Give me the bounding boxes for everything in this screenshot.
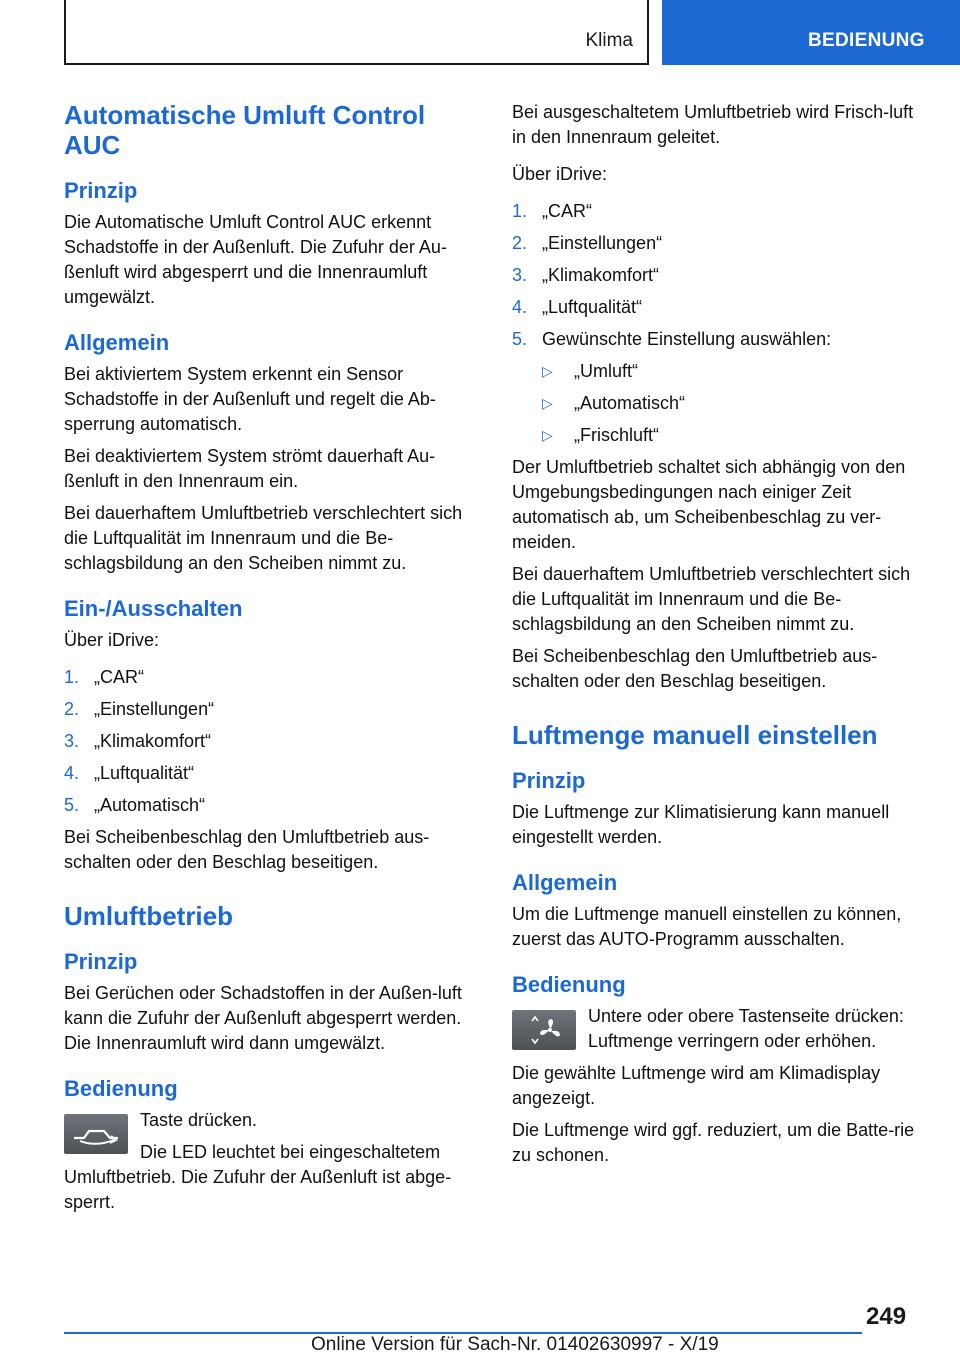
steps-list-auc xyxy=(64,665,479,818)
header-section-title: Klima xyxy=(585,30,633,51)
footer-online-version: Online Version für Sach-Nr. 01402630997 - X/19 xyxy=(311,1334,719,1355)
list-item xyxy=(542,359,928,384)
step-text: „Luftqualität“ xyxy=(94,763,195,783)
list-item xyxy=(64,697,479,722)
step-number: 1. xyxy=(512,201,528,221)
paragraph-frischluft: Bei ausgeschaltetem Umluftbetrieb wird Frisch-luft in den Innenraum geleitet. xyxy=(512,102,914,147)
left-column xyxy=(64,100,479,1222)
list-item xyxy=(512,231,928,256)
paragraph-allgemein-luftmenge: Um die Luftmenge manuell einstellen zu können, zuerst das AUTO-Programm ausschalten. xyxy=(512,904,902,949)
list-item xyxy=(512,199,928,224)
step-text: „Einstellungen“ xyxy=(94,699,215,719)
heading-luftmenge: Luftmenge manuell einstellen xyxy=(512,720,878,750)
heading-allgemein-auc: Allgemein xyxy=(64,330,170,355)
paragraph-allgemein-3: Bei dauerhaftem Umluftbetrieb verschlechtert sich die Luftqualität im Innenraum und die Be-schlagsbildung an den Scheiben nimmt zu. xyxy=(64,503,463,573)
right-column xyxy=(512,100,928,1175)
step-number: 1. xyxy=(64,667,80,687)
page-number: 249 xyxy=(866,1303,907,1330)
heading-auc: Automatische Umluft Control AUC xyxy=(64,100,426,160)
step-number: 5. xyxy=(64,795,80,815)
paragraph-ueber-idrive-right: Über iDrive: xyxy=(512,164,608,184)
step-number: 3. xyxy=(512,265,528,285)
paragraph-scheibenbeschlag-right: Bei Scheibenbeschlag den Umluftbetrieb aus-schalten oder den Beschlag beseitigen. xyxy=(512,646,878,691)
heading-prinzip-auc: Prinzip xyxy=(64,178,138,203)
paragraph-allgemein-1: Bei aktiviertem System erkennt ein Sensor Schadstoffe in der Außenluft und regelt die Ab-sperrung automatisch. xyxy=(64,364,436,434)
step-number: 2. xyxy=(64,699,80,719)
paragraph-umluft-schaltet: Der Umluftbetrieb schaltet sich abhängig von den Umgebungsbedingungen nach einiger Zeit automatisch ab, um Scheibenbeschlag zu ver-meiden. xyxy=(512,457,906,552)
step-text: Gewünschte Einstellung auswählen: xyxy=(542,329,832,349)
step-number: 3. xyxy=(64,731,80,751)
option-text: „Automatisch“ xyxy=(574,393,686,413)
paragraph-batterie: Die Luftmenge wird ggf. reduziert, um die Batte-rie zu schonen. xyxy=(512,1120,915,1165)
step-number: 5. xyxy=(512,329,528,349)
paragraph-scheibenbeschlag: Bei Scheibenbeschlag den Umluftbetrieb aus-schalten oder den Beschlag beseitigen. xyxy=(64,827,430,872)
paragraph-led-leuchtet: Die LED leuchtet bei eingeschaltetem Umluftbetrieb. Die Zufuhr der Außenluft ist abge-sperrt. xyxy=(64,1142,452,1212)
fan-speed-icon xyxy=(512,1010,576,1050)
car-recirculation-icon xyxy=(64,1114,128,1154)
option-list xyxy=(542,359,928,448)
steps-list-umluft xyxy=(512,199,928,448)
list-item xyxy=(542,423,928,448)
header-section-box xyxy=(64,0,649,65)
triangle-bullet-icon: ▷ xyxy=(542,427,553,443)
step-text: „Luftqualität“ xyxy=(542,297,643,317)
list-item xyxy=(64,793,479,818)
header-chapter-title: BEDIENUNG xyxy=(808,30,925,51)
triangle-bullet-icon: ▷ xyxy=(542,395,553,411)
header-chapter-box xyxy=(662,0,960,65)
step-text: „Klimakomfort“ xyxy=(542,265,660,285)
step-text: „CAR“ xyxy=(94,667,144,687)
paragraph-dauerhaft-umluft: Bei dauerhaftem Umluftbetrieb verschlechtert sich die Luftqualität im Innenraum und die Be-schlagsbildung an den Scheiben nimmt zu. xyxy=(512,564,911,634)
bedienung-luftmenge-block xyxy=(512,1004,928,1061)
bedienung-umluft-block xyxy=(64,1108,479,1215)
heading-umluftbetrieb: Umluftbetrieb xyxy=(64,901,233,931)
heading-ein-ausschalten: Ein-/Ausschalten xyxy=(64,596,243,621)
paragraph-prinzip-auc: Die Automatische Umluft Control AUC erkennt Schadstoffe in der Außenluft. Die Zufuhr der Au-ßenluft wird abgesperrt und die Innenraumluft umgewälzt. xyxy=(64,212,447,307)
step-text: „CAR“ xyxy=(542,201,592,221)
heading-bedienung-luftmenge: Bedienung xyxy=(512,972,626,997)
list-item xyxy=(64,729,479,754)
heading-bedienung-umluft: Bedienung xyxy=(64,1076,178,1101)
step-number: 4. xyxy=(64,763,80,783)
step-number: 2. xyxy=(512,233,528,253)
list-item xyxy=(64,761,479,786)
paragraph-tastenseite: Untere oder obere Tastenseite drücken: Luftmenge verringern oder erhöhen. xyxy=(588,1006,904,1051)
triangle-bullet-icon: ▷ xyxy=(542,363,553,379)
option-text: „Umluft“ xyxy=(574,361,638,381)
list-item xyxy=(512,327,928,448)
step-number: 4. xyxy=(512,297,528,317)
paragraph-ueber-idrive: Über iDrive: xyxy=(64,630,160,650)
list-item xyxy=(64,665,479,690)
paragraph-prinzip-umluft: Bei Gerüchen oder Schadstoffen in der Außen-luft kann die Zufuhr der Außenluft abgesperrt werden. Die Innenraumluft wird dann umgewälzt. xyxy=(64,983,462,1053)
heading-prinzip-umluft: Prinzip xyxy=(64,949,138,974)
heading-allgemein-luftmenge: Allgemein xyxy=(512,870,618,895)
list-item xyxy=(512,263,928,288)
paragraph-taste-druecken: Taste drücken. xyxy=(140,1110,258,1130)
heading-prinzip-luftmenge: Prinzip xyxy=(512,768,586,793)
paragraph-klimadisplay: Die gewählte Luftmenge wird am Klimadisplay angezeigt. xyxy=(512,1063,881,1108)
list-item xyxy=(542,391,928,416)
list-item xyxy=(512,295,928,320)
paragraph-allgemein-2: Bei deaktiviertem System strömt dauerhaft Au-ßenluft in den Innenraum ein. xyxy=(64,446,436,491)
step-text: „Klimakomfort“ xyxy=(94,731,212,751)
option-text: „Frischluft“ xyxy=(574,425,659,445)
step-text: „Einstellungen“ xyxy=(542,233,663,253)
step-text: „Automatisch“ xyxy=(94,795,206,815)
paragraph-prinzip-luftmenge: Die Luftmenge zur Klimatisierung kann manuell eingestellt werden. xyxy=(512,802,890,847)
